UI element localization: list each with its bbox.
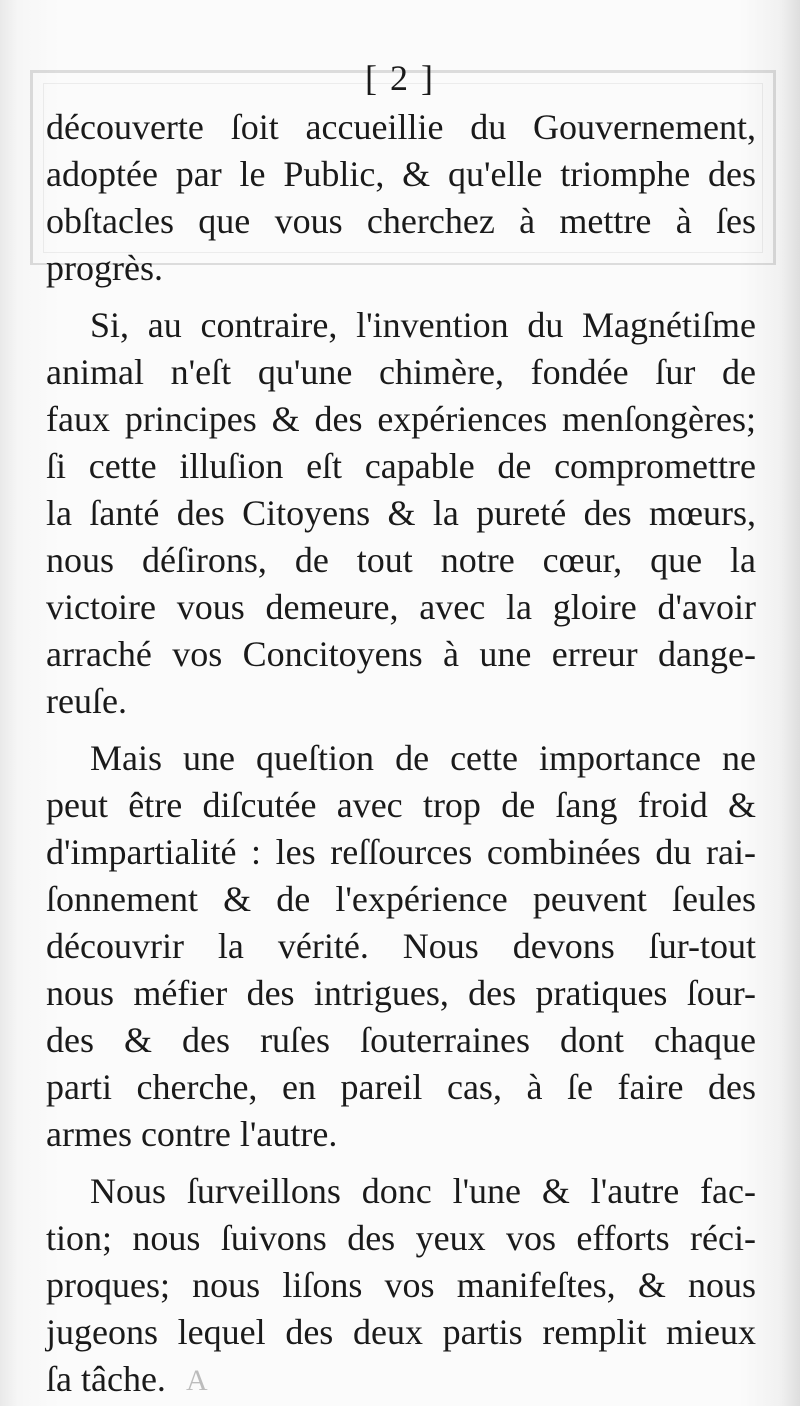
- body-text: [46, 104, 756, 1403]
- text-line: animal n'eſt qu'une chimère, fondée ſur de: [46, 352, 756, 392]
- signature-mark: A: [186, 1364, 208, 1397]
- text-line: nous déſirons, de tout notre cœur, que la: [46, 540, 756, 580]
- text-line: des & des ruſes ſouterraines dont chaque: [46, 1020, 756, 1060]
- text-line: découverte ſoit accueillie du Gouvernement,: [46, 107, 756, 147]
- text-line: ſi cette illuſion eſt capable de compromettre: [46, 446, 756, 486]
- text-line: reuſe.: [46, 681, 127, 721]
- text-line: arraché vos Concitoyens à une erreur dange-: [46, 634, 756, 674]
- text-line: la ſanté des Citoyens & la pureté des mœurs,: [46, 493, 756, 533]
- text-line: ſa tâche.: [46, 1359, 166, 1399]
- text-line: Mais une queſtion de cette importance ne: [90, 738, 756, 778]
- text-line: Nous ſurveillons donc l'une & l'autre fac-: [90, 1171, 756, 1211]
- text-line: peut être diſcutée avec trop de ſang froid &: [46, 785, 756, 825]
- text-line: victoire vous demeure, avec la gloire d'avoir: [46, 587, 756, 627]
- text-line: tion; nous ſuivons des yeux vos efforts réci-: [46, 1218, 756, 1258]
- text-line: armes contre l'autre.: [46, 1114, 338, 1154]
- text-line: proques; nous liſons vos manifeſtes, & nous: [46, 1265, 756, 1305]
- text-line: parti cherche, en pareil cas, à ſe faire des: [46, 1067, 756, 1107]
- text-line: nous méfier des intrigues, des pratiques ſour-: [46, 973, 756, 1013]
- text-line: progrès.: [46, 248, 163, 288]
- text-line: adoptée par le Public, & qu'elle triomphe des: [46, 154, 756, 194]
- text-line: jugeons lequel des deux partis remplit mieux: [46, 1312, 756, 1352]
- text-line: faux principes & des expériences menſongères;: [46, 399, 756, 439]
- text-line: Si, au contraire, l'invention du Magnétiſme: [90, 305, 756, 345]
- text-line: obſtacles que vous cherchez à mettre à ſes: [46, 201, 756, 241]
- text-line: ſonnement & de l'expérience peuvent ſeules: [46, 879, 756, 919]
- text-line: découvrir la vérité. Nous devons ſur-tout: [46, 926, 756, 966]
- text-line: d'impartialité : les reſſources combinées du rai-: [46, 832, 756, 872]
- page-number: [ 2 ]: [365, 58, 435, 98]
